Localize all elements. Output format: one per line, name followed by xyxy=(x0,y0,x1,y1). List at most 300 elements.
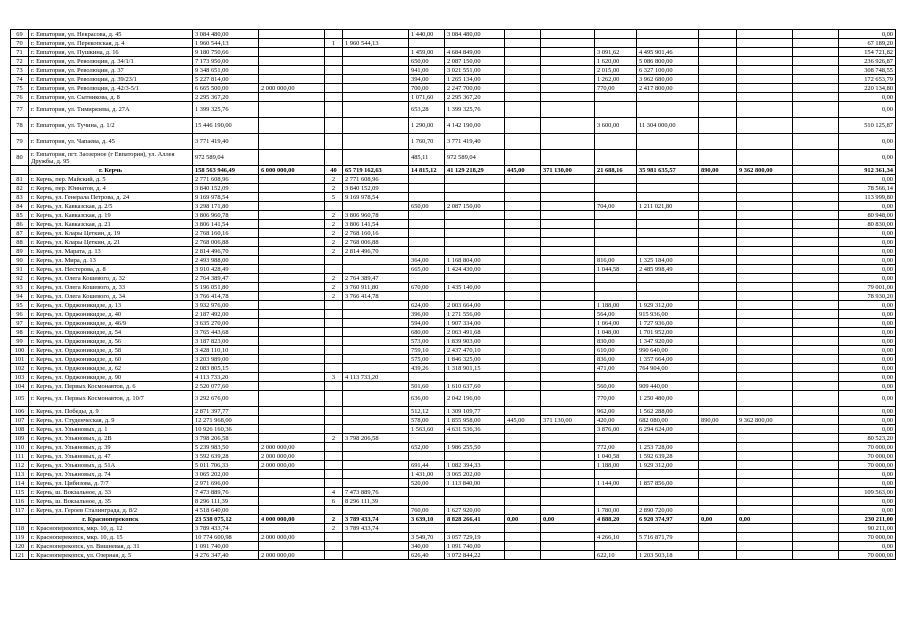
cell-count xyxy=(325,382,343,391)
cell-area-c xyxy=(505,497,541,506)
cell-area-e xyxy=(699,551,737,560)
cell-cost-c xyxy=(541,30,595,39)
table-row xyxy=(11,452,896,461)
cell-area-d xyxy=(595,220,637,229)
cell-area-b xyxy=(409,193,445,202)
cell-cost-c xyxy=(541,229,595,238)
table-row xyxy=(11,247,896,256)
cell-address: г. Красноперекопск, мкр. 10, д. 12 xyxy=(29,524,193,533)
cell-count: 2 xyxy=(325,247,343,256)
cell-row-number: 100 xyxy=(11,346,29,355)
cell-remaining: 0,00 xyxy=(839,150,896,166)
cell-row-number: 109 xyxy=(11,434,29,443)
cell-area-e xyxy=(699,382,737,391)
cell-cost-d: 4 495 901,46 xyxy=(637,48,699,57)
cell-cost-d xyxy=(637,193,699,202)
cell-cost-d: 915 936,00 xyxy=(637,310,699,319)
cell-area-b xyxy=(409,184,445,193)
cell-remaining: 230 211,00 xyxy=(839,515,896,524)
cell-extra xyxy=(793,211,839,220)
cell-cost-d xyxy=(637,93,699,102)
cell-cost-e xyxy=(737,551,793,560)
cell-extra xyxy=(793,551,839,560)
cell-total-cost: 3 798 206,58 xyxy=(193,434,259,443)
cell-row-number: 107 xyxy=(11,416,29,425)
cell-row-number: 87 xyxy=(11,229,29,238)
cell-remaining: 0,00 xyxy=(839,93,896,102)
table-row xyxy=(11,48,896,57)
cell-count: 4 xyxy=(325,488,343,497)
cell-area-c xyxy=(505,247,541,256)
cell-cost-e xyxy=(737,274,793,283)
cell-area-c xyxy=(505,48,541,57)
cell-cost-a xyxy=(343,452,409,461)
cell-cost-d xyxy=(637,229,699,238)
cell-funds-amount xyxy=(259,102,325,118)
cell-cost-c xyxy=(541,542,595,551)
cell-cost-b xyxy=(445,184,505,193)
cell-extra xyxy=(793,202,839,211)
cell-area-b xyxy=(409,238,445,247)
cell-extra xyxy=(793,48,839,57)
cell-cost-d: 1 592 639,28 xyxy=(637,452,699,461)
cell-funds-amount xyxy=(259,134,325,150)
cell-area-c xyxy=(505,30,541,39)
cell-row-number: 89 xyxy=(11,247,29,256)
cell-area-c xyxy=(505,118,541,134)
cell-area-e: 0,00 xyxy=(699,515,737,524)
cell-cost-c xyxy=(541,202,595,211)
cell-row-number: 91 xyxy=(11,265,29,274)
cell-area-e xyxy=(699,346,737,355)
cell-remaining: 0,00 xyxy=(839,134,896,150)
cell-extra xyxy=(793,274,839,283)
cell-remaining: 0,00 xyxy=(839,382,896,391)
cell-remaining: 0,00 xyxy=(839,229,896,238)
cell-area-c xyxy=(505,301,541,310)
cell-area-e xyxy=(699,193,737,202)
table-row xyxy=(11,292,896,301)
cell-area-c xyxy=(505,355,541,364)
cell-address: г. Керчь, ш. Вокзальное, д. 33 xyxy=(29,488,193,497)
cell-address: г. Керчь, ул. Ульяновых, д. 74 xyxy=(29,470,193,479)
cell-extra xyxy=(793,134,839,150)
cell-cost-b: 2 437 470,10 xyxy=(445,346,505,355)
cell-cost-b xyxy=(445,274,505,283)
cell-remaining: 78 566,14 xyxy=(839,184,896,193)
cell-remaining: 0,00 xyxy=(839,30,896,39)
cell-funds-amount xyxy=(259,470,325,479)
cell-total-cost: 9 180 750,66 xyxy=(193,48,259,57)
cell-cost-d xyxy=(637,524,699,533)
cell-cost-d xyxy=(637,134,699,150)
cell-area-e xyxy=(699,66,737,75)
cell-total-cost: 3 766 414,78 xyxy=(193,292,259,301)
cell-remaining: 0,00 xyxy=(839,319,896,328)
table-row xyxy=(11,134,896,150)
cell-cost-e xyxy=(737,337,793,346)
cell-extra xyxy=(793,193,839,202)
cell-total-cost: 3 292 676,00 xyxy=(193,391,259,407)
cell-total-cost: 9 348 651,00 xyxy=(193,66,259,75)
cell-cost-c xyxy=(541,443,595,452)
cell-cost-a xyxy=(343,364,409,373)
cell-remaining: 0,00 xyxy=(839,175,896,184)
cell-remaining: 0,00 xyxy=(839,301,896,310)
cell-address: г. Керчь, пер. Майский, д. 5 xyxy=(29,175,193,184)
cell-cost-a: 2 771 608,96 xyxy=(343,175,409,184)
cell-area-d xyxy=(595,193,637,202)
cell-area-e xyxy=(699,488,737,497)
cell-count xyxy=(325,150,343,166)
cell-cost-c xyxy=(541,301,595,310)
cell-remaining: 0,00 xyxy=(839,247,896,256)
cell-funds-amount xyxy=(259,328,325,337)
table-row xyxy=(11,470,896,479)
cell-extra xyxy=(793,229,839,238)
cell-row-number: 83 xyxy=(11,193,29,202)
table-row xyxy=(11,328,896,337)
cell-count xyxy=(325,506,343,515)
cell-area-e xyxy=(699,443,737,452)
cell-funds-amount xyxy=(259,301,325,310)
cell-funds-amount xyxy=(259,193,325,202)
cell-cost-c xyxy=(541,39,595,48)
cell-address: г. Керчь, ул. Ульяновых, д. 1 xyxy=(29,425,193,434)
cell-cost-b: 1 610 637,60 xyxy=(445,382,505,391)
cell-area-b xyxy=(409,175,445,184)
cell-row-number: 76 xyxy=(11,93,29,102)
cell-funds-amount xyxy=(259,256,325,265)
cell-area-e xyxy=(699,337,737,346)
cell-area-d: 1 040,58 xyxy=(595,452,637,461)
cell-area-e xyxy=(699,506,737,515)
cell-total-cost: 3 428 110,10 xyxy=(193,346,259,355)
cell-cost-a xyxy=(343,443,409,452)
cell-funds-amount xyxy=(259,391,325,407)
cell-area-b: 653,28 xyxy=(409,102,445,118)
cell-area-c xyxy=(505,202,541,211)
cell-total-cost: 2 768 160,16 xyxy=(193,229,259,238)
cell-cost-e xyxy=(737,443,793,452)
cell-remaining: 80 948,00 xyxy=(839,211,896,220)
cell-cost-e xyxy=(737,488,793,497)
cell-area-c xyxy=(505,461,541,470)
cell-area-b xyxy=(409,292,445,301)
cell-cost-e: 0,00 xyxy=(737,515,793,524)
cell-cost-a: 3 789 433,74 xyxy=(343,515,409,524)
cell-count xyxy=(325,533,343,542)
cell-area-d: 1 144,00 xyxy=(595,479,637,488)
cell-area-c xyxy=(505,542,541,551)
cell-remaining: 70 000,00 xyxy=(839,443,896,452)
cell-cost-e xyxy=(737,506,793,515)
cell-cost-d: 682 080,00 xyxy=(637,416,699,425)
cell-total-cost: 2 814 496,70 xyxy=(193,247,259,256)
cell-cost-b: 1 627 920,00 xyxy=(445,506,505,515)
cell-cost-e xyxy=(737,452,793,461)
cell-funds-amount xyxy=(259,524,325,533)
cell-extra xyxy=(793,337,839,346)
cell-cost-b xyxy=(445,524,505,533)
cell-cost-c xyxy=(541,57,595,66)
cell-area-b: 394,00 xyxy=(409,75,445,84)
cell-area-e xyxy=(699,434,737,443)
cell-extra xyxy=(793,497,839,506)
cell-extra xyxy=(793,364,839,373)
cell-area-e xyxy=(699,48,737,57)
cell-area-e xyxy=(699,292,737,301)
cell-area-b: 700,00 xyxy=(409,84,445,93)
cell-cost-e xyxy=(737,542,793,551)
cell-cost-d: 5 716 871,79 xyxy=(637,533,699,542)
cell-cost-e xyxy=(737,93,793,102)
cell-area-b: 501,60 xyxy=(409,382,445,391)
cell-cost-e xyxy=(737,229,793,238)
table-row xyxy=(11,211,896,220)
cell-count xyxy=(325,443,343,452)
cell-cost-e xyxy=(737,301,793,310)
cell-area-b: 626,40 xyxy=(409,551,445,560)
cell-area-b: 1 071,60 xyxy=(409,93,445,102)
cell-cost-c xyxy=(541,265,595,274)
cell-area-d xyxy=(595,238,637,247)
cell-total-cost: 23 538 075,12 xyxy=(193,515,259,524)
cell-area-d: 1 048,00 xyxy=(595,328,637,337)
cell-address: г. Керчь, ул. Героев Сталинграда, д. 8/2 xyxy=(29,506,193,515)
cell-cost-d: 1 250 480,00 xyxy=(637,391,699,407)
cell-row-number: 74 xyxy=(11,75,29,84)
cell-total-cost: 3 840 152,09 xyxy=(193,184,259,193)
cell-cost-c xyxy=(541,524,595,533)
cell-address: г. Керчь, ул. Ульяновых, д. 2В xyxy=(29,434,193,443)
cell-address: г. Евпатория, ул. Чапаева, д. 45 xyxy=(29,134,193,150)
cell-remaining: 79 001,00 xyxy=(839,283,896,292)
cell-total-cost: 3 203 989,00 xyxy=(193,355,259,364)
cell-funds-amount xyxy=(259,382,325,391)
cell-cost-d: 1 929 312,00 xyxy=(637,301,699,310)
cell-cost-a: 65 719 162,63 xyxy=(343,166,409,175)
cell-address: г. Керчь, ул. Олега Кошевого, д. 33 xyxy=(29,283,193,292)
table-row xyxy=(11,202,896,211)
cell-funds-amount xyxy=(259,292,325,301)
cell-area-c xyxy=(505,193,541,202)
cell-remaining: 0,00 xyxy=(839,337,896,346)
cell-remaining: 154 721,82 xyxy=(839,48,896,57)
cell-cost-c xyxy=(541,184,595,193)
cell-cost-a: 4 113 733,20 xyxy=(343,373,409,382)
cell-remaining: 510 125,87 xyxy=(839,118,896,134)
cell-cost-a xyxy=(343,533,409,542)
cell-area-b: 636,00 xyxy=(409,391,445,407)
table-row xyxy=(11,30,896,39)
cell-extra xyxy=(793,488,839,497)
cell-area-b: 512,12 xyxy=(409,407,445,416)
table-row xyxy=(11,416,896,425)
cell-row-number: 99 xyxy=(11,337,29,346)
cell-extra xyxy=(793,220,839,229)
cell-area-c xyxy=(505,319,541,328)
cell-area-e xyxy=(699,84,737,93)
cell-row-number: 77 xyxy=(11,102,29,118)
cell-row-number xyxy=(11,515,29,524)
cell-address: г. Красноперекопск, ул. Озерная, д. 5 xyxy=(29,551,193,560)
cell-area-c xyxy=(505,310,541,319)
cell-total-cost: 3 592 639,28 xyxy=(193,452,259,461)
cell-area-e xyxy=(699,229,737,238)
table-row xyxy=(11,391,896,407)
cell-remaining: 0,00 xyxy=(839,497,896,506)
cell-area-b: 624,00 xyxy=(409,301,445,310)
cell-area-c xyxy=(505,364,541,373)
cell-area-b: 485,11 xyxy=(409,150,445,166)
table-row xyxy=(11,150,896,166)
cell-cost-d xyxy=(637,102,699,118)
cell-area-e xyxy=(699,497,737,506)
cell-count xyxy=(325,301,343,310)
cell-count xyxy=(325,364,343,373)
cell-cost-b xyxy=(445,292,505,301)
cell-address: г. Керчь, ул. Орджоникидзе, д. 40 xyxy=(29,310,193,319)
cell-total-cost: 1 399 325,76 xyxy=(193,102,259,118)
cell-area-c xyxy=(505,292,541,301)
cell-area-d: 420,00 xyxy=(595,416,637,425)
cell-cost-c xyxy=(541,134,595,150)
cell-cost-c xyxy=(541,84,595,93)
cell-extra xyxy=(793,533,839,542)
cell-count xyxy=(325,551,343,560)
cell-remaining: 113 999,80 xyxy=(839,193,896,202)
cell-area-b xyxy=(409,488,445,497)
cell-area-d: 1 780,00 xyxy=(595,506,637,515)
cell-extra xyxy=(793,542,839,551)
cell-area-c xyxy=(505,265,541,274)
cell-cost-c xyxy=(541,175,595,184)
cell-extra xyxy=(793,265,839,274)
cell-area-e xyxy=(699,184,737,193)
cell-remaining: 67 189,20 xyxy=(839,39,896,48)
cell-area-e xyxy=(699,425,737,434)
cell-count xyxy=(325,425,343,434)
cell-remaining: 70 000,00 xyxy=(839,533,896,542)
cell-cost-e xyxy=(737,310,793,319)
cell-cost-a: 3 840 152,09 xyxy=(343,184,409,193)
cell-cost-e xyxy=(737,75,793,84)
cell-remaining: 0,00 xyxy=(839,470,896,479)
cell-cost-e xyxy=(737,57,793,66)
table-row xyxy=(11,533,896,542)
table-row xyxy=(11,283,896,292)
cell-row-number: 85 xyxy=(11,211,29,220)
cell-cost-c xyxy=(541,283,595,292)
cell-count xyxy=(325,57,343,66)
cell-cost-e xyxy=(737,292,793,301)
cell-area-c: 445,00 xyxy=(505,166,541,175)
cell-cost-a xyxy=(343,256,409,265)
cell-count xyxy=(325,102,343,118)
cell-remaining: 0,00 xyxy=(839,391,896,407)
cell-cost-c xyxy=(541,470,595,479)
cell-count xyxy=(325,542,343,551)
cell-cost-a: 2 764 389,47 xyxy=(343,274,409,283)
cell-area-e xyxy=(699,461,737,470)
cell-cost-e xyxy=(737,118,793,134)
cell-cost-d: 5 086 800,00 xyxy=(637,57,699,66)
cell-cost-a: 3 806 141,54 xyxy=(343,220,409,229)
cell-cost-d: 6 920 374,97 xyxy=(637,515,699,524)
cell-cost-c xyxy=(541,391,595,407)
cell-address: г. Евпатория, ул. Революции, д. 39/23/1 xyxy=(29,75,193,84)
cell-cost-a xyxy=(343,479,409,488)
cell-area-e xyxy=(699,247,737,256)
cell-total-cost: 12 271 968,00 xyxy=(193,416,259,425)
table-row xyxy=(11,274,896,283)
cell-cost-c xyxy=(541,452,595,461)
cell-extra xyxy=(793,66,839,75)
cell-count: 3 xyxy=(325,373,343,382)
cell-cost-a xyxy=(343,407,409,416)
cell-area-b xyxy=(409,373,445,382)
cell-area-b xyxy=(409,524,445,533)
cell-cost-b: 1 855 958,00 xyxy=(445,416,505,425)
cell-cost-c xyxy=(541,382,595,391)
cell-area-b: 573,00 xyxy=(409,337,445,346)
cell-area-d xyxy=(595,497,637,506)
cell-area-b xyxy=(409,229,445,238)
cell-area-c xyxy=(505,66,541,75)
cell-area-e xyxy=(699,328,737,337)
cell-cost-c xyxy=(541,102,595,118)
cell-area-d xyxy=(595,373,637,382)
cell-extra xyxy=(793,292,839,301)
cell-count: 2 xyxy=(325,283,343,292)
table-row xyxy=(11,407,896,416)
cell-area-e xyxy=(699,238,737,247)
cell-area-d xyxy=(595,283,637,292)
cell-address: г. Евпатория, ул. Революции, д. 37 xyxy=(29,66,193,75)
cell-area-e xyxy=(699,256,737,265)
cell-extra xyxy=(793,425,839,434)
cell-funds-amount xyxy=(259,30,325,39)
cell-total-cost: 2 764 389,47 xyxy=(193,274,259,283)
cell-count xyxy=(325,355,343,364)
table-row xyxy=(11,193,896,202)
cell-total-cost: 4 518 640,00 xyxy=(193,506,259,515)
cell-area-d xyxy=(595,102,637,118)
cell-area-c xyxy=(505,337,541,346)
cell-row-number: 95 xyxy=(11,301,29,310)
cell-area-b: 364,00 xyxy=(409,256,445,265)
cell-cost-c xyxy=(541,118,595,134)
cell-area-c xyxy=(505,470,541,479)
cell-cost-b: 1 318 901,15 xyxy=(445,364,505,373)
cell-extra xyxy=(793,479,839,488)
cell-area-e xyxy=(699,102,737,118)
cell-cost-b: 972 589,04 xyxy=(445,150,505,166)
cell-cost-c xyxy=(541,310,595,319)
cell-cost-a xyxy=(343,48,409,57)
cell-area-b: 594,00 xyxy=(409,319,445,328)
cell-cost-e xyxy=(737,524,793,533)
cell-total-cost: 972 589,04 xyxy=(193,150,259,166)
cell-cost-e xyxy=(737,193,793,202)
cell-area-c xyxy=(505,211,541,220)
cell-cost-b xyxy=(445,39,505,48)
cell-area-e xyxy=(699,470,737,479)
cell-row-number: 78 xyxy=(11,118,29,134)
cell-funds-amount xyxy=(259,66,325,75)
cell-cost-c xyxy=(541,373,595,382)
